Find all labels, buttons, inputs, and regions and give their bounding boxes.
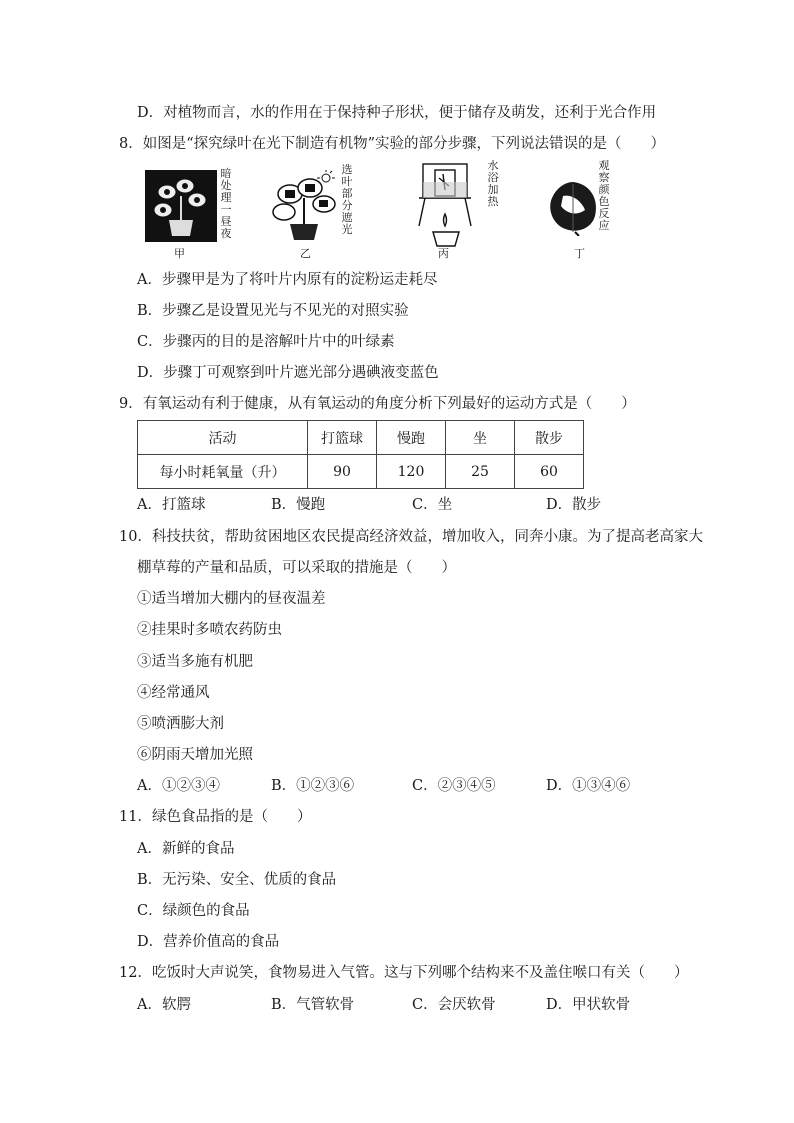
q10-item: ④经常通风 bbox=[137, 685, 210, 701]
header-cell: 慢跑 bbox=[377, 421, 446, 455]
q10-item: ②挂果时多喷农药防虫 bbox=[137, 622, 282, 638]
header-cell: 散步 bbox=[515, 421, 584, 455]
q12-stem: 12．吃饭时大声说笑，食物易进入气管。这与下列哪个结构来不及盖住喉口有关（ ） bbox=[119, 965, 689, 981]
q8-option-a: A．步骤甲是为了将叶片内原有的淀粉运走耗尽 bbox=[137, 272, 438, 288]
q10-item: ③适当多施有机肥 bbox=[137, 654, 253, 670]
q10-option-d: D．①③④⑥ bbox=[546, 778, 631, 794]
q9-option-a: A．打篮球 bbox=[137, 497, 206, 513]
step-jia-image bbox=[145, 170, 217, 242]
table-row bbox=[138, 455, 584, 489]
q12-option-c: C．会厌软骨 bbox=[412, 997, 496, 1013]
value-cell: 120 bbox=[377, 455, 446, 489]
step-bing-image bbox=[415, 160, 477, 248]
q10-option-c: C．②③④⑤ bbox=[412, 778, 496, 794]
q8-option-c: C．步骤丙的目的是溶解叶片中的叶绿素 bbox=[137, 334, 395, 350]
value-cell: 90 bbox=[308, 455, 377, 489]
q11-stem: 11．绿色食品指的是（ ） bbox=[119, 809, 312, 825]
q12-option-b: B．气管软骨 bbox=[271, 997, 355, 1013]
table-row bbox=[138, 421, 584, 455]
value-cell: 25 bbox=[446, 455, 515, 489]
q11-option-a: A．新鲜的食品 bbox=[137, 841, 235, 857]
q10-stem-line1: 10．科技扶贫，帮助贫困地区农民提高经济效益，增加收入，同奔小康。为了提高老高家大 bbox=[119, 529, 703, 545]
q11-option-b: B．无污染、安全、优质的食品 bbox=[137, 872, 337, 888]
q10-stem-line2: 棚草莓的产量和品质，可以采取的措施是（ ） bbox=[137, 560, 456, 576]
q12-option-d: D．甲状软骨 bbox=[546, 997, 631, 1013]
q9-option-b: B．慢跑 bbox=[271, 497, 326, 513]
q10-option-b: B．①②③⑥ bbox=[271, 778, 355, 794]
note-bing: 水浴加热 bbox=[487, 159, 499, 208]
header-cell: 打篮球 bbox=[308, 421, 377, 455]
q10-item: ⑤喷洒膨大剂 bbox=[137, 716, 224, 732]
q9-option-d: D．散步 bbox=[546, 497, 602, 513]
header-cell: 坐 bbox=[446, 421, 515, 455]
note-yi: 选叶部分遮光 bbox=[341, 163, 353, 236]
q10-item: ⑥阴雨天增加光照 bbox=[137, 747, 253, 763]
q12-options bbox=[137, 996, 630, 1014]
q7-option-d: D．对植物而言，水的作用在于保持种子形状，便于储存及萌发，还利于光合作用 bbox=[137, 105, 657, 121]
note-ding: 观察颜色反应 bbox=[598, 159, 610, 232]
q9-options bbox=[137, 496, 601, 514]
header-cell: 活动 bbox=[138, 421, 308, 455]
q11-option-d: D．营养价值高的食品 bbox=[137, 934, 280, 950]
q11-option-c: C．绿颜色的食品 bbox=[137, 903, 250, 919]
label-ding: 丁 bbox=[574, 247, 585, 260]
value-cell: 60 bbox=[515, 455, 584, 489]
label-jia: 甲 bbox=[174, 247, 185, 260]
q9-table bbox=[137, 420, 584, 489]
step-ding-image bbox=[545, 178, 601, 236]
label-bing: 丙 bbox=[438, 247, 449, 260]
q8-stem: 8．如图是“探究绿叶在光下制造有机物”实验的部分步骤，下列说法错误的是（ ） bbox=[119, 136, 666, 152]
note-jia: 暗处理一昼夜 bbox=[220, 167, 232, 240]
q12-option-a: A．软腭 bbox=[137, 997, 191, 1013]
q8-option-b: B．步骤乙是设置见光与不见光的对照实验 bbox=[137, 303, 409, 319]
step-yi-image bbox=[270, 170, 340, 242]
q9-option-c: C．坐 bbox=[412, 497, 453, 513]
row-label-cell: 每小时耗氧量（升） bbox=[138, 455, 308, 489]
q9-stem: 9．有氧运动有利于健康，从有氧运动的角度分析下列最好的运动方式是（ ） bbox=[119, 396, 636, 412]
label-yi: 乙 bbox=[300, 247, 311, 260]
q8-option-d: D．步骤丁可观察到叶片遮光部分遇碘液变蓝色 bbox=[137, 365, 439, 381]
q10-options bbox=[137, 777, 630, 795]
q10-item: ①适当增加大棚内的昼夜温差 bbox=[137, 591, 326, 607]
q10-option-a: A．①②③④ bbox=[137, 778, 220, 794]
